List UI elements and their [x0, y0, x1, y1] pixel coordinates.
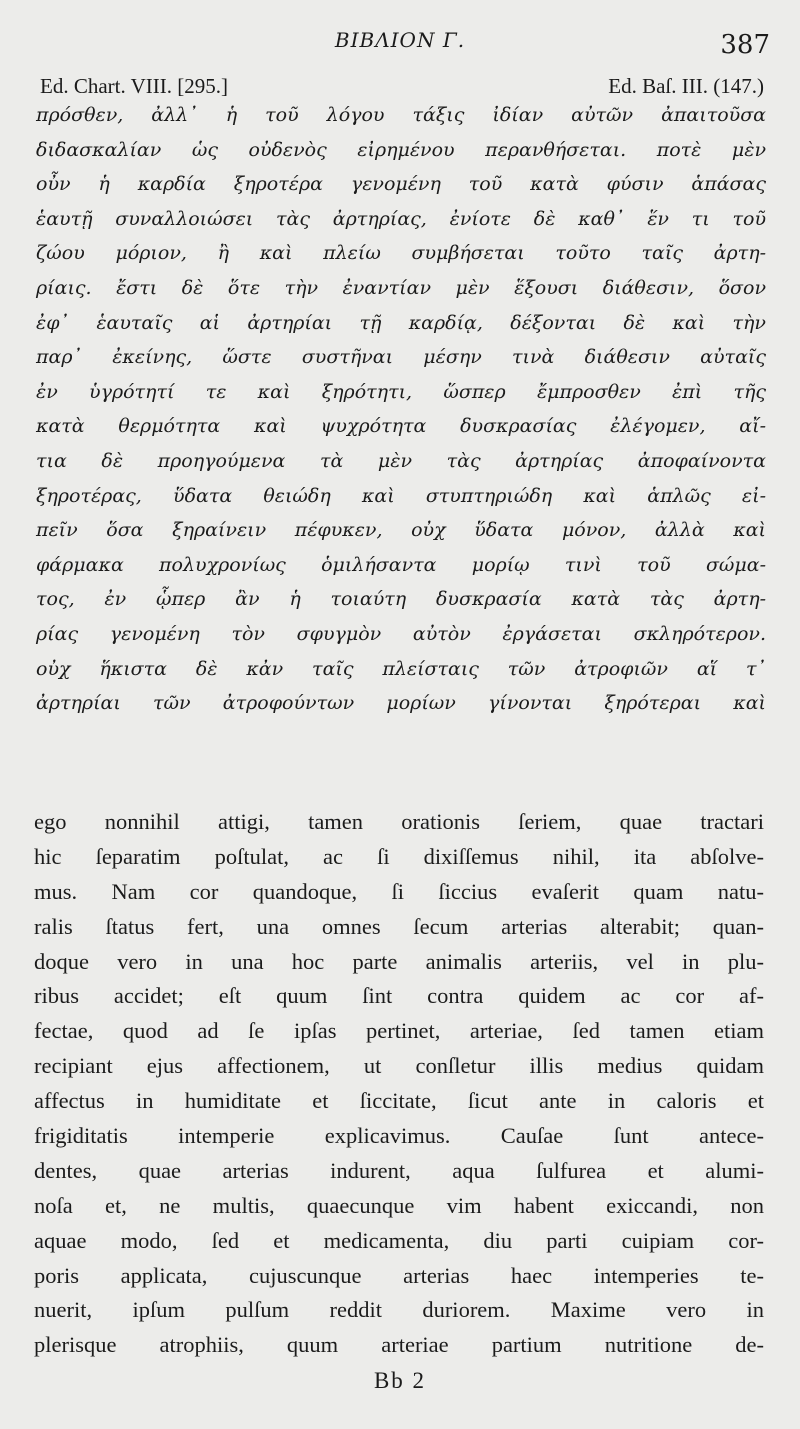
latin-line: recipiant ejus affectionem, ut conſletur illis medius quidam	[34, 1053, 764, 1079]
latin-line: noſa et, ne multis, quaecunque vim habent exiccandi, non	[34, 1192, 764, 1218]
greek-line: ξηροτέρας, ὕδατα θειώδη καὶ στυπτηριώδη καὶ ἁπλῶς εἰ-	[36, 484, 766, 507]
signature-mark: Bb 2	[373, 1368, 427, 1393]
greek-line: ρίας γενομένη τὸν σφυγμὸν αὐτὸν ἐργάσεται σκληρότερον.	[36, 622, 766, 645]
latin-line: doque vero in una hoc parte animalis arteriis, vel in plu-	[34, 948, 764, 974]
latin-line: affectus in humiditate et ſiccitate, ſicut ante in caloris et	[34, 1088, 764, 1114]
latin-text-block	[34, 805, 764, 1363]
greek-line: οὐχ ἥκιστα δὲ κἀν ταῖς πλείσταις τῶν ἀτροφιῶν αἵ τ᾽	[36, 657, 766, 680]
greek-line: πεῖν ὅσα ξηραίνειν πέφυκεν, οὐχ ὕδατα μόνον, ἀλλὰ καὶ	[36, 519, 766, 542]
page-number: 387	[720, 30, 770, 60]
latin-line: aquae modo, ſed et medicamenta, diu parti cuipiam cor-	[34, 1227, 764, 1253]
latin-line: ralis ſtatus fert, una omnes ſecum arterias alterabit; quan-	[34, 913, 764, 939]
greek-line: ἐν ὑγρότητί τε καὶ ξηρότητι, ὥσπερ ἔμπροσθεν ἐπὶ τῆς	[36, 380, 766, 403]
latin-line: hic ſeparatim poſtulat, ac ſi dixiſſemus nihil, ita abſolve-	[34, 843, 764, 869]
greek-line: πρόσθεν, ἀλλ᾽ ἡ τοῦ λόγου τάξις ἰδίαν αὐτῶν ἀπαιτοῦσα	[36, 104, 766, 126]
greek-line: ἀρτηρίαι τῶν ἀτροφούντων μορίων γίνονται ξηρότεραι καὶ	[36, 692, 766, 715]
running-title: BIBΛION Γ.	[334, 28, 466, 52]
latin-line: mus. Nam cor quandoque, ſi ſiccius evaſerit quam natu-	[34, 878, 764, 904]
greek-line: κατὰ θερμότητα καὶ ψυχρότητα δυσκρασίας ἐλέγομεν, αἴ-	[36, 415, 766, 438]
greek-line: παρ᾽ ἐκείνης, ὥστε συστῆναι μέσην τινὰ διάθεσιν αὐταῖς	[36, 346, 766, 369]
greek-line: διδασκαλίαν ὡς οὐδενὸς εἰρημένου περανθήσεται. ποτὲ μὲν	[36, 138, 766, 161]
latin-line: ribus accidet; eſt quum ſint contra quidem ac cor af-	[34, 983, 764, 1009]
greek-line: οὖν ἡ καρδία ξηροτέρα γενομένη τοῦ κατὰ φύσιν ἁπάσας	[36, 173, 766, 196]
basel-edition-ref: Ed. Baſ. III. (147.)	[608, 74, 764, 98]
latin-line: fectae, quod ad ſe ipſas pertinet, arteriae, ſed tamen etiam	[34, 1018, 764, 1044]
greek-line: τος, ἐν ᾧπερ ἂν ἡ τοιαύτη δυσκρασία κατὰ τὰς ἀρτη-	[36, 588, 766, 611]
latin-line: poris applicata, cujuscunque arterias haec intemperies te-	[34, 1262, 764, 1288]
latin-line: ego nonnihil attigi, tamen orationis ſeriem, quae tractari	[34, 809, 764, 834]
greek-line: ζώου μόριον, ἢ καὶ πλείω συμβήσεται τοῦτο ταῖς ἀρτη-	[36, 242, 766, 265]
greek-line: φάρμακα πολυχρονίως ὁμιλήσαντα μορίῳ τινὶ τοῦ σώμα-	[36, 553, 766, 576]
page-header	[0, 24, 800, 64]
greek-line: ἐφ᾽ ἑαυταῖς αἱ ἀρτηρίαι τῇ καρδίᾳ, δέξονται δὲ καὶ τὴν	[36, 311, 766, 334]
latin-line: frigiditatis intemperie explicavimus. Cauſae ſunt antece-	[34, 1123, 764, 1149]
latin-line: nuerit, ipſum pulſum reddit duriorem. Maxime vero in	[34, 1297, 764, 1323]
greek-line: τια δὲ προηγούμενα τὰ μὲν τὰς ἀρτηρίας ἀποφαίνοντα	[36, 449, 766, 472]
latin-line: dentes, quae arterias indurent, aqua ſulfurea et alumi-	[34, 1157, 764, 1183]
greek-text-block	[36, 98, 766, 721]
chartier-edition-ref: Ed. Chart. VIII. [295.]	[40, 74, 228, 98]
latin-line: plerisque atrophiis, quum arteriae partium nutritione de-	[34, 1332, 764, 1358]
greek-line: ρίαις. ἔστι δὲ ὅτε τὴν ἐναντίαν μὲν ἕξουσι διάθεσιν, ὅσον	[36, 276, 766, 299]
greek-line: ἑαυτῇ συναλλοιώσει τὰς ἀρτηρίας, ἐνίοτε δὲ καθ᾽ ἕν τι τοῦ	[36, 207, 766, 230]
